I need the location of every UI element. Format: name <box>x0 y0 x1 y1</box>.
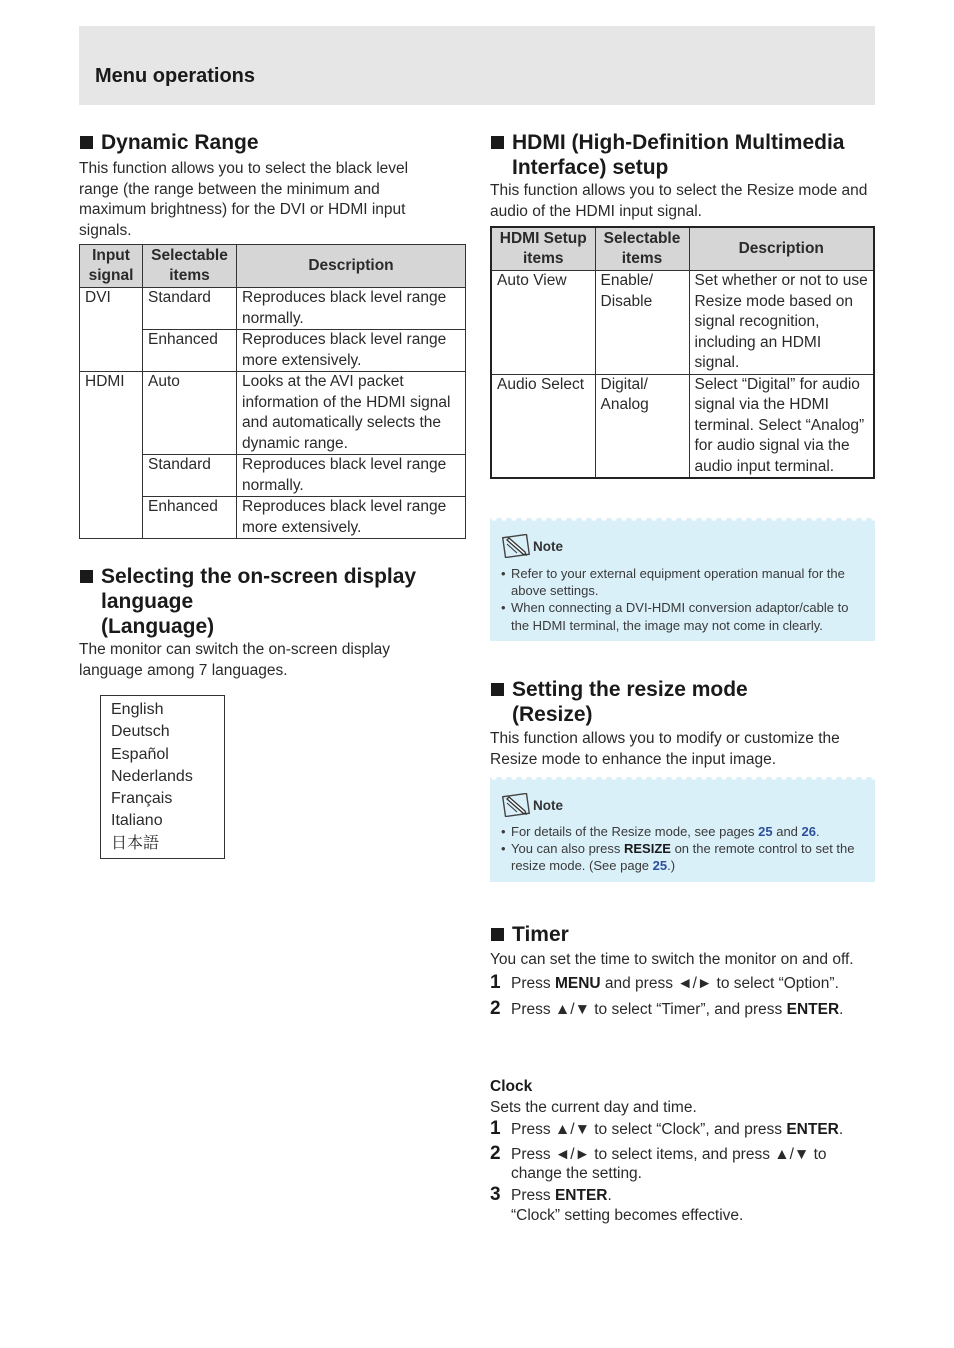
timer-section <box>490 922 876 1020</box>
dynamic-range-heading: Dynamic Range <box>79 130 469 155</box>
setup-cell: Audio Select <box>491 374 595 478</box>
item-cell: Digital/ Analog <box>595 374 689 478</box>
dynamic-range-table <box>79 244 466 539</box>
note-label: Note <box>533 797 563 813</box>
signal-cell: DVI <box>80 288 143 372</box>
page-title: Menu operations <box>95 65 256 87</box>
signal-cell: HDMI <box>80 372 143 539</box>
square-bullet-icon <box>491 928 504 941</box>
item-cell: Standard <box>143 455 237 497</box>
language-option: English <box>111 701 164 718</box>
setup-cell: Auto View <box>491 271 595 375</box>
pencil-icon <box>501 534 531 558</box>
clock-step-note: “Clock” setting becomes effective. <box>511 1206 744 1224</box>
square-bullet-icon <box>80 136 93 149</box>
note-list <box>501 823 865 875</box>
timer-description: You can set the time to switch the monitor on and off. <box>490 951 854 968</box>
language-description: The monitor can switch the on-screen display language among 7 languages. <box>79 641 391 679</box>
timer-step: 1 Press MENU and press ◄/► to select “Option”. <box>490 971 839 993</box>
table-row <box>80 288 466 330</box>
timer-step: 2 Press ▲/▼ to select “Timer”, and press ENTER. <box>490 997 844 1019</box>
pencil-icon <box>501 793 531 817</box>
hdmi-note-box <box>490 518 875 641</box>
dotted-border <box>490 777 875 783</box>
resize-description: This function allows you to modify or customize the Resize mode to enhance the input image. <box>490 730 840 768</box>
description-cell: Select “Digital” for audio signal via the HDMI terminal. Select “Analog” for audio signal via the audio input terminal. <box>689 374 874 478</box>
note-label: Note <box>533 538 563 554</box>
clock-section <box>490 1077 876 1225</box>
language-list <box>100 695 225 859</box>
language-option: Deutsch <box>111 723 170 741</box>
item-cell: Auto <box>143 372 237 455</box>
clock-description: Sets the current day and time. <box>490 1098 697 1116</box>
square-bullet-icon <box>491 136 504 149</box>
note-item: • For details of the Resize mode, see pages 25 and 26. <box>501 824 820 839</box>
description-cell: Looks at the AVI packet information of the HDMI signal and automatically selects the dynamic range. <box>237 372 466 455</box>
section-header <box>79 26 875 105</box>
resize-note-box <box>490 777 875 882</box>
column-header: Selectable items <box>143 245 237 288</box>
page-link[interactable]: 25 <box>758 824 773 839</box>
resize-section <box>490 677 876 770</box>
note-item: • Refer to your external equipment operation manual for the above settings. <box>501 566 845 599</box>
table-row <box>80 372 466 455</box>
item-cell: Enhanced <box>143 330 237 372</box>
table-header-row <box>491 227 874 271</box>
language-option: Nederlands <box>111 767 193 785</box>
item-cell: Standard <box>143 288 237 330</box>
clock-step: 1 Press ▲/▼ to select “Clock”, and press ENTER. <box>490 1118 844 1139</box>
note-item: • You can also press RESIZE on the remote control to set the resize mode. (See page 25.) <box>501 841 855 874</box>
square-bullet-icon <box>80 570 93 583</box>
language-heading: Selecting the on-screen display language (Language) <box>79 564 469 639</box>
description-cell: Reproduces black level range more extensively. <box>237 497 466 539</box>
language-section <box>79 564 469 681</box>
dynamic-range-section <box>79 130 469 539</box>
note-list <box>501 565 865 634</box>
dotted-border <box>490 518 875 524</box>
clock-heading: Clock <box>490 1078 533 1095</box>
column-header: HDMI Setup items <box>491 227 595 271</box>
resize-heading: Setting the resize mode (Resize) <box>490 677 876 727</box>
note-heading <box>501 793 563 817</box>
timer-heading: Timer <box>490 922 876 947</box>
column-header: Selectable items <box>595 227 689 271</box>
column-header: Description <box>689 227 874 271</box>
description-cell: Reproduces black level range normally. <box>237 455 466 497</box>
description-cell: Reproduces black level range more extensively. <box>237 330 466 372</box>
table-row <box>491 374 874 478</box>
clock-step: 2 Press ◄/► to select items, and press ▲/▼ to change the setting. <box>490 1143 827 1182</box>
page-link[interactable]: 25 <box>652 858 668 874</box>
table-row <box>491 271 874 375</box>
hdmi-table <box>490 226 875 479</box>
language-option: Español <box>111 745 169 763</box>
hdmi-section <box>490 130 876 479</box>
item-cell: Enable/ Disable <box>595 271 689 375</box>
column-header: Input signal <box>80 245 143 288</box>
language-option: 日本語 <box>111 834 160 852</box>
language-option: Français <box>111 790 173 808</box>
item-cell: Enhanced <box>143 497 237 539</box>
clock-step: 3 Press ENTER. “Clock” setting becomes effective. <box>490 1184 744 1224</box>
note-item: • When connecting a DVI-HDMI conversion adaptor/cable to the HDMI terminal, the image may not come in clearly. <box>501 600 849 633</box>
square-bullet-icon <box>491 683 504 696</box>
note-heading <box>501 534 563 558</box>
table-header-row <box>80 245 466 288</box>
hdmi-heading: HDMI (High-Definition Multimedia Interface) setup <box>490 130 876 180</box>
page-link[interactable]: 26 <box>801 824 816 839</box>
language-option: Italiano <box>111 812 163 830</box>
column-header: Description <box>237 245 466 288</box>
dynamic-range-description: This function allows you to select the black level range (the range between the minimum and maximum brightness) for the DVI or HDMI input signals. <box>79 160 409 239</box>
description-cell: Reproduces black level range normally. <box>237 288 466 330</box>
description-cell: Set whether or not to use Resize mode based on signal recognition, including an HDMI signal. <box>689 271 874 375</box>
hdmi-description: This function allows you to select the Resize mode and audio of the HDMI input signal. <box>490 182 868 220</box>
